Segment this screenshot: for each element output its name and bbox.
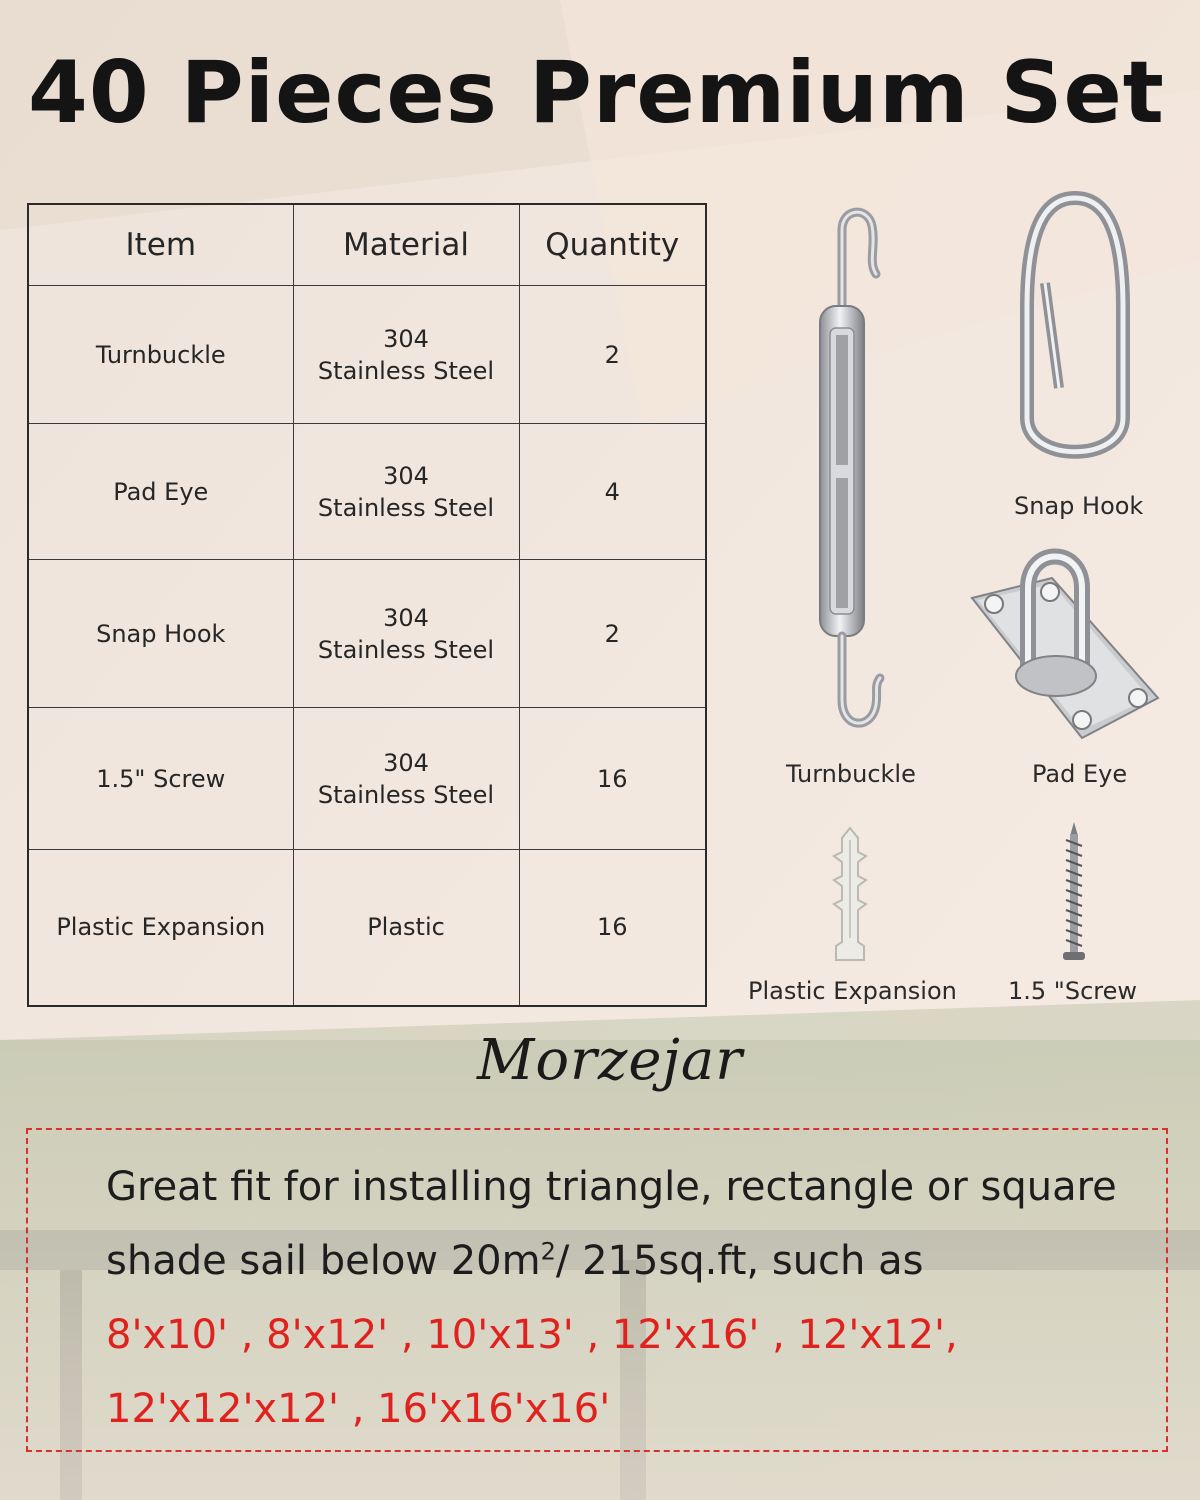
row-quantity: 4: [519, 424, 706, 560]
snap-hook-icon: [1015, 188, 1135, 478]
row-item: Plastic Expansion: [28, 850, 293, 1006]
fit-info-box: [26, 1128, 1168, 1452]
header-item: Item: [28, 204, 293, 286]
material-line1: 304: [383, 603, 429, 632]
row-material: [293, 708, 519, 850]
material-line1: 304: [383, 461, 429, 490]
row-material: [293, 560, 519, 708]
sizes-line-1: 8'x10' , 8'x12' , 10'x13' , 12'x16' , 12'x12',: [106, 1312, 958, 1358]
material-line2: Stainless Steel: [317, 635, 495, 664]
header-material: Material: [293, 204, 519, 286]
turnbuckle-icon: [790, 200, 900, 745]
table-header-row: [28, 204, 706, 286]
material-line2: Stainless Steel: [317, 780, 495, 809]
pad-eye-label: Pad Eye: [1032, 760, 1128, 788]
row-material: [293, 286, 519, 424]
fit-line-2-text: shade sail below 20m: [106, 1238, 541, 1284]
table-row: [28, 560, 706, 708]
material-line1: 304: [383, 748, 429, 777]
header-quantity: Quantity: [519, 204, 706, 286]
table-row: [28, 850, 706, 1006]
row-quantity: 16: [519, 708, 706, 850]
pad-eye-icon: [962, 548, 1168, 744]
table-row: [28, 424, 706, 560]
row-material: [293, 850, 519, 1006]
row-quantity: 2: [519, 560, 706, 708]
fit-line-2-superscript: 2: [540, 1237, 556, 1266]
fit-line-1: Great fit for installing triangle, rectangle or square: [106, 1164, 1117, 1210]
plastic-expansion-icon: [828, 826, 872, 962]
material-line2: Stainless Steel: [317, 356, 495, 385]
table-row: [28, 708, 706, 850]
screw-icon: [1060, 820, 1088, 968]
row-quantity: 2: [519, 286, 706, 424]
row-material: [293, 424, 519, 560]
row-item: Turnbuckle: [28, 286, 293, 424]
material-line1: Plastic: [367, 913, 445, 942]
brand-logo-text: Morzejar: [477, 1028, 743, 1093]
turnbuckle-label: Turnbuckle: [786, 760, 916, 788]
screw-label: 1.5 "Screw: [1008, 977, 1137, 1005]
page-title: 40 Pieces Premium Set: [28, 43, 1165, 143]
row-item: 1.5" Screw: [28, 708, 293, 850]
fit-line-2-tail: / 215sq.ft, such as: [555, 1238, 924, 1284]
snap-hook-label: Snap Hook: [1014, 492, 1144, 520]
row-quantity: 16: [519, 850, 706, 1006]
row-item: Pad Eye: [28, 424, 293, 560]
fit-description: [106, 1150, 1156, 1446]
material-line1: 304: [383, 324, 429, 353]
fit-line-2: [106, 1224, 1156, 1298]
row-item: Snap Hook: [28, 560, 293, 708]
sizes-line-2: 12'x12'x12' , 16'x16'x16': [106, 1386, 611, 1432]
table-row: [28, 286, 706, 424]
plastic-expansion-label: Plastic Expansion: [748, 977, 957, 1005]
parts-table: [27, 203, 707, 1007]
material-line2: Stainless Steel: [317, 493, 495, 522]
